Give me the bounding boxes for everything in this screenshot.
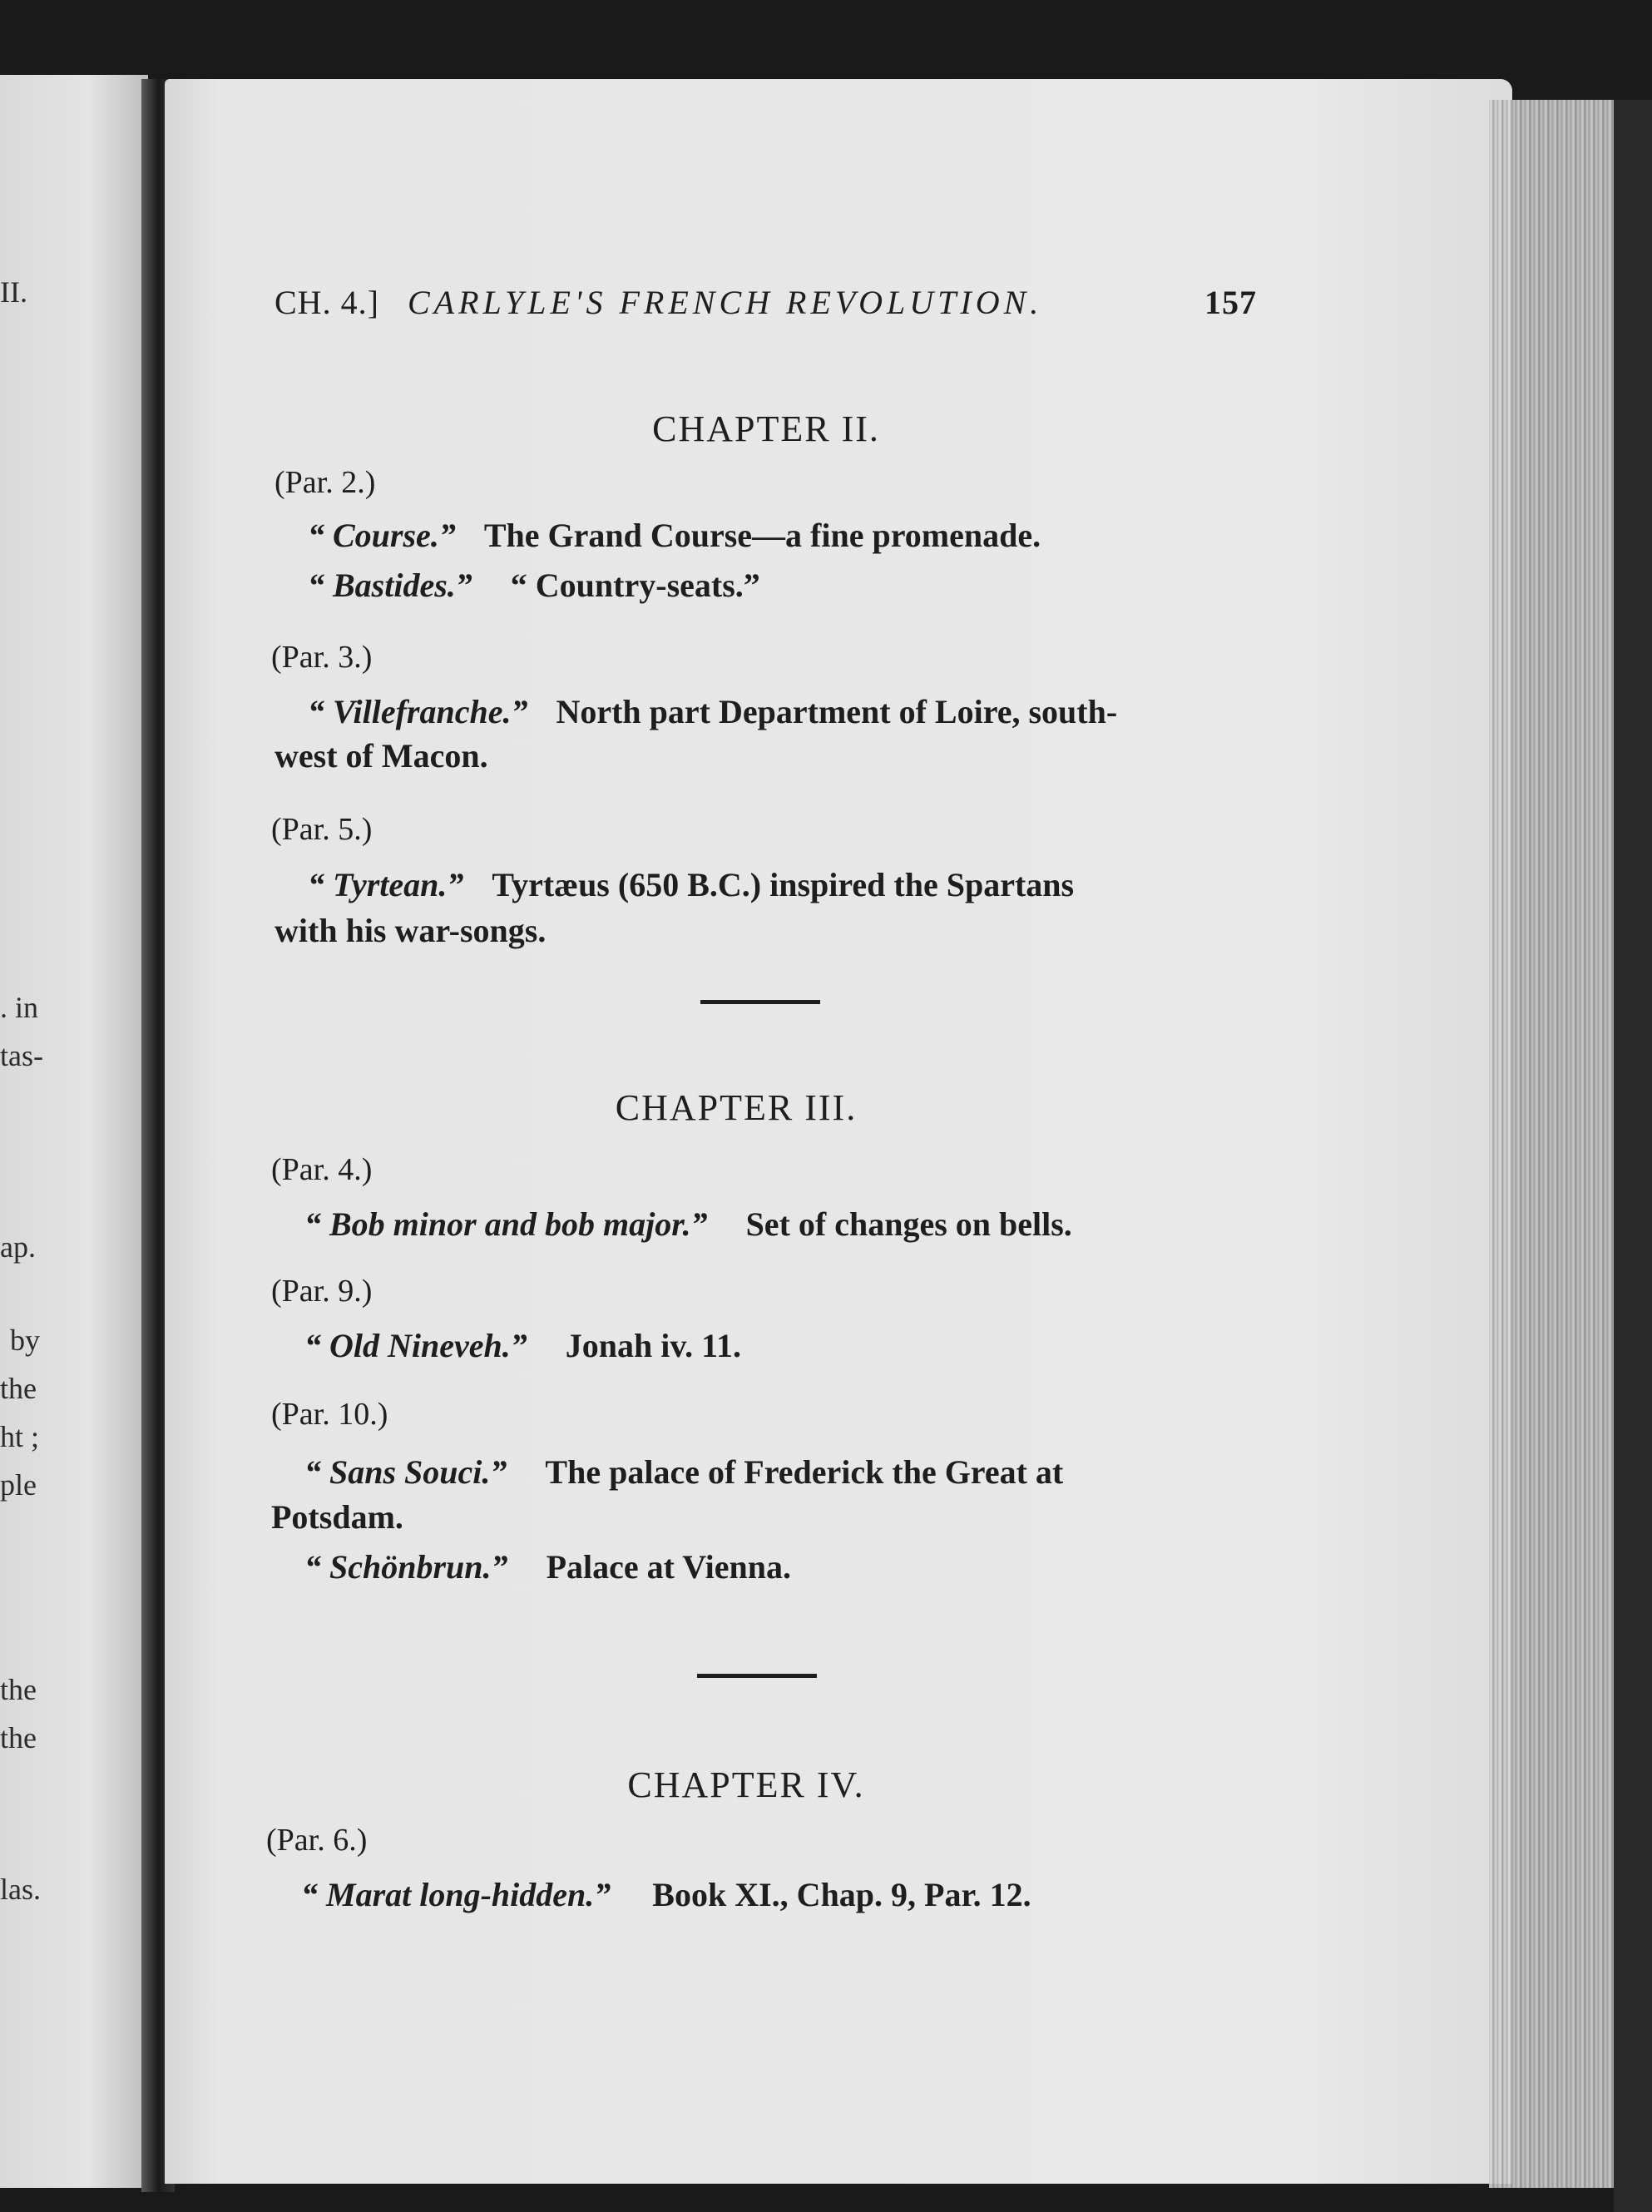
gloss-text: with his war-songs. <box>275 912 547 949</box>
running-head-title: CARLYLE'S FRENCH REVOLUTION. <box>408 284 1043 321</box>
left-page-fragment: ap. <box>0 1230 36 1264</box>
gloss-term: “ Old Nineveh.” <box>304 1327 527 1364</box>
gloss-line <box>275 736 488 775</box>
gloss-line <box>308 566 760 605</box>
gloss-text: Potsdam. <box>271 1498 403 1536</box>
gloss-text: The Grand Course—a fine promenade. <box>483 517 1041 554</box>
previous-page-edge <box>0 75 148 2188</box>
section-divider <box>700 1000 820 1004</box>
gloss-term: “ Schönbrun.” <box>304 1548 508 1586</box>
gloss-line <box>304 1326 741 1365</box>
chapter-heading: CHAPTER III. <box>615 1087 858 1128</box>
gloss-line <box>308 865 1074 904</box>
gloss-line <box>308 692 1117 731</box>
gloss-text: Book XI., Chap. 9, Par. 12. <box>652 1876 1031 1913</box>
left-page-fragment: the <box>0 1721 37 1754</box>
gloss-term: “ Course.” <box>308 517 456 554</box>
left-page-fragment: las. <box>0 1873 41 1906</box>
gloss-text: North part Department of Loire, south- <box>556 693 1118 730</box>
chapter-heading: CHAPTER IV. <box>627 1764 865 1805</box>
gloss-text: The palace of Frederick the Great at <box>545 1453 1064 1491</box>
gloss-term: “ Tyrtean.” <box>308 866 464 903</box>
left-page-fragment: ple <box>0 1468 37 1502</box>
gloss-term: “ Marat long-hidden.” <box>301 1876 611 1913</box>
paragraph-ref: (Par. 10.) <box>271 1397 388 1432</box>
gloss-text: west of Macon. <box>275 737 488 774</box>
left-page-fragment: ht ; <box>0 1420 40 1453</box>
gloss-line <box>304 1452 1063 1492</box>
gloss-text: Jonah iv. 11. <box>565 1327 741 1364</box>
gloss-line <box>301 1875 1031 1914</box>
gloss-term: “ Bob minor and bob major.” <box>304 1205 708 1243</box>
section-divider <box>697 1674 817 1678</box>
left-page-fragment: tas- <box>0 1039 43 1072</box>
left-page-fragment: the <box>0 1673 37 1706</box>
gloss-text: “ Country-seats.” <box>510 567 760 604</box>
gloss-line <box>304 1205 1072 1244</box>
paragraph-ref: (Par. 3.) <box>271 640 373 675</box>
gloss-line <box>308 516 1041 555</box>
gloss-term: “ Villefranche.” <box>308 693 528 730</box>
background-edge <box>1614 100 1652 2212</box>
chapter-heading: CHAPTER II. <box>652 408 880 449</box>
left-page-fragment: II. <box>0 275 27 309</box>
page <box>165 79 1512 2184</box>
gloss-line <box>304 1547 791 1586</box>
paragraph-ref: (Par. 6.) <box>266 1823 368 1858</box>
running-head-chapter: CH. 4.] <box>275 284 379 321</box>
gloss-line <box>275 911 546 950</box>
left-page-fragment: by <box>10 1324 40 1357</box>
paragraph-ref: (Par. 4.) <box>271 1152 373 1187</box>
gloss-text: Set of changes on bells. <box>745 1205 1072 1243</box>
paragraph-ref: (Par. 2.) <box>275 465 376 500</box>
left-page-fragment: . in <box>0 991 39 1024</box>
gloss-term: “ Sans Souci.” <box>304 1453 507 1491</box>
gloss-term: “ Bastides.” <box>308 567 472 604</box>
page-number: 157 <box>1204 284 1257 321</box>
gloss-line <box>271 1497 403 1537</box>
gloss-text: Tyrtæus (650 B.C.) inspired the Spartans <box>492 866 1075 903</box>
gloss-text: Palace at Vienna. <box>546 1548 791 1586</box>
paragraph-ref: (Par. 9.) <box>271 1274 373 1309</box>
left-page-fragment: the <box>0 1372 37 1405</box>
paragraph-ref: (Par. 5.) <box>271 812 373 847</box>
